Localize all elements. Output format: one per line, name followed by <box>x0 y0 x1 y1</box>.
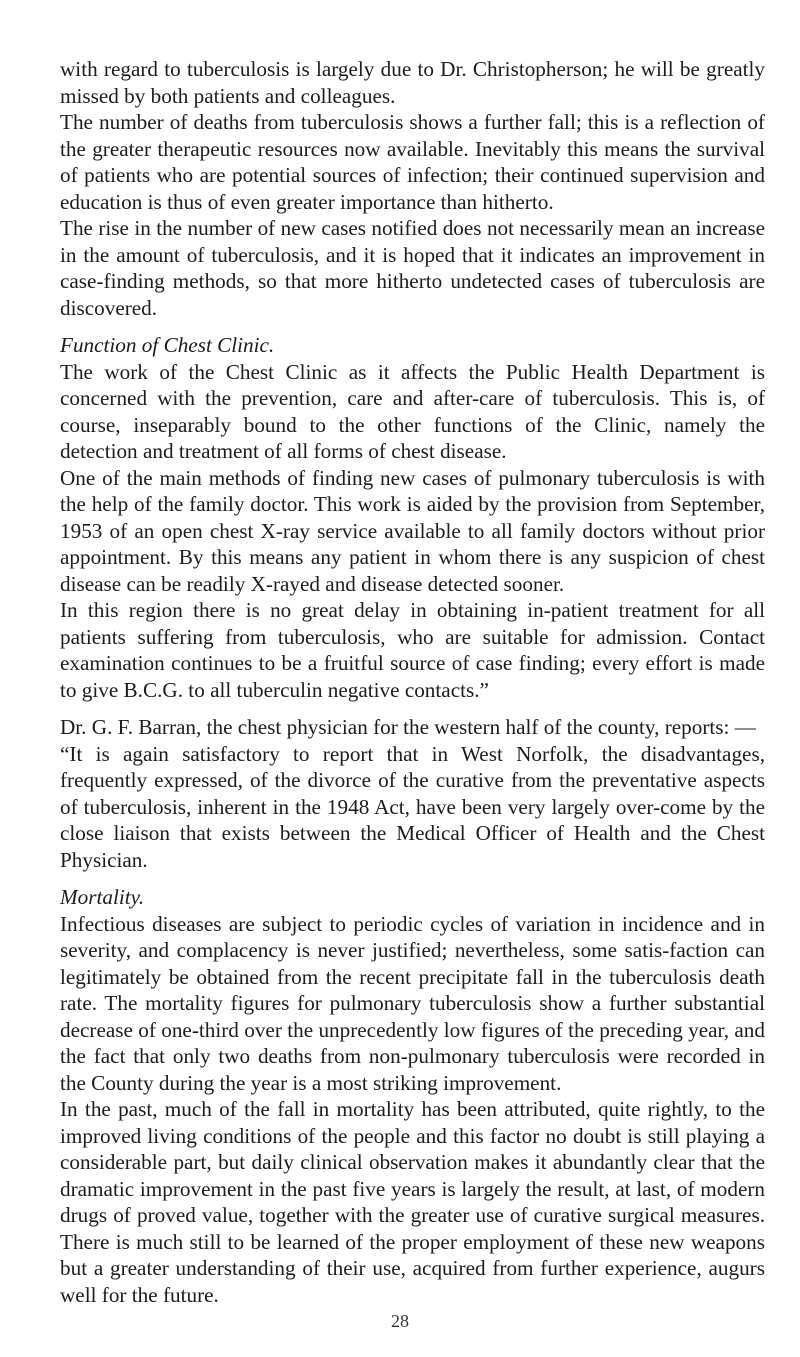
paragraph-new-cases: The rise in the number of new cases notified does not necessarily mean an increase in the amount of tuberculosis, and it is hoped that it indicates an improvement in case-finding methods, so that more hitherto undetected cases of tuberculosis are discovered. <box>60 216 765 320</box>
paragraph-deaths: The number of deaths from tuberculosis shows a further fall; this is a reflection of the greater therapeutic resources now available. Inevitably this means the survival of patients who are potential sources of infection; their continued supervision and education is thus of even greater importance than hitherto. <box>60 110 765 214</box>
document-page <box>60 56 765 1308</box>
paragraph-west-norfolk: “It is again satisfactory to report that in West Norfolk, the disadvantages, frequently expressed, of the divorce of the curative from the preventative aspects of tuberculosis, inherent in the 1948 Act, have been very largely over-come by the close liaison that exists between the Medical Officer of Health and the Chest Physician. <box>60 741 765 872</box>
paragraph-chest-clinic-work: The work of the Chest Clinic as it affects the Public Health Department is concerned with the prevention, care and after-care of tuberculosis. This is, of course, inseparably bound to the other functions of the Clinic, namely the detection and treatment of all forms of chest disease. <box>60 359 765 463</box>
paragraph-barran-reports: Dr. G. F. Barran, the chest physician for the western half of the county, reports: — <box>60 715 756 739</box>
paragraph-family-doctor: One of the main methods of finding new cases of pulmonary tuberculosis is with the help of the family doctor. This work is aided by the provision from September, 1953 of an open chest X-ray service available to all family doctors without prior appointment. By this means any patient in whom there is any suspicion of chest disease can be readily X-rayed and disease detected sooner. <box>60 465 765 596</box>
paragraph-in-patient-treatment: In this region there is no great delay in obtaining in-patient treatment for all patients suffering from tuberculosis, who are suitable for admission. Contact examination continues to be a fruitful source of case finding; every effort is made to give B.C.G. to all tuberculin negative contacts.” <box>60 598 765 702</box>
paragraph-infectious-diseases: Infectious diseases are subject to periodic cycles of variation in incidence and in severity, and complacency is never justified; nevertheless, some satis-faction can legitimately be obtained from the recent precipitate fall in the tuberculosis death rate. The mortality figures for pulmonary tuberculosis show a further substantial decrease of one-third over the unprecedently low figures of the preceding year, and the fact that only two deaths from non-pulmonary tuberculosis were recorded in the County during the year is a most striking improvement. <box>60 911 765 1095</box>
heading-mortality: Mortality. <box>60 885 145 909</box>
paragraph-continuation: with regard to tuberculosis is largely due to Dr. Christopherson; he will be greatly missed by both patients and colleagues. <box>60 57 765 108</box>
page-number: 28 <box>391 1311 409 1331</box>
heading-function-of-chest-clinic: Function of Chest Clinic. <box>60 333 275 357</box>
paragraph-fall-in-mortality: In the past, much of the fall in mortality has been attributed, quite rightly, to the improved living conditions of the people and this factor no doubt is still playing a considerable part, but daily clinical observation makes it abundantly clear that the dramatic improvement in the past five years is largely the result, at last, of modern drugs of proved value, together with the greater use of curative surgical measures. There is much still to be learned of the proper employment of these new weapons but a greater understanding of their use, acquired from further experience, augurs well for the future. <box>60 1097 765 1307</box>
